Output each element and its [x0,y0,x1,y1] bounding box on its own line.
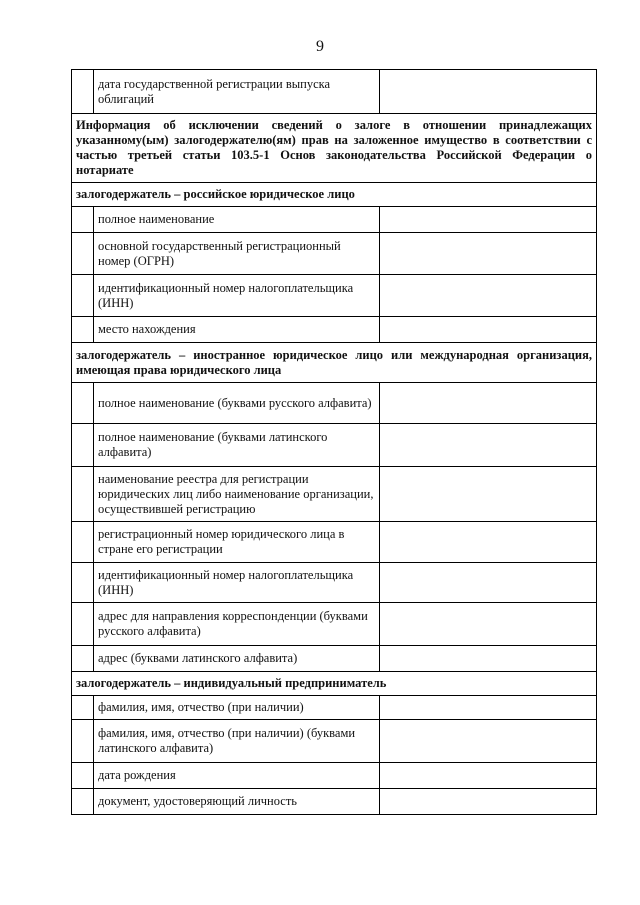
field-row [72,275,597,317]
field-label: регистрационный номер юридического лица в стране его регистрации [94,522,380,563]
field-label: полное наименование (буквами русского алфавита) [94,383,380,424]
indent-cell [72,207,94,233]
field-value [380,317,597,343]
field-row [72,522,597,563]
form-table [71,69,597,815]
indent-cell [72,522,94,563]
field-value [380,789,597,815]
indent-cell [72,70,94,114]
field-value [380,383,597,424]
page-number: 9 [316,38,324,55]
section-header: залогодержатель – индивидуальный предприниматель [72,672,597,696]
field-row [72,696,597,720]
indent-cell [72,763,94,789]
field-value [380,233,597,275]
field-value [380,763,597,789]
field-value [380,275,597,317]
field-label: полное наименование (буквами латинского алфавита) [94,424,380,467]
field-label: место нахождения [94,317,380,343]
section-header: залогодержатель – иностранное юридическое лицо или международная организация, имеющая права юридического лица [72,343,597,383]
field-value [380,207,597,233]
field-value [380,696,597,720]
indent-cell [72,317,94,343]
field-label: фамилия, имя, отчество (при наличии) [94,696,380,720]
section-header-row [72,343,597,383]
field-row [72,720,597,763]
section-header-row [72,114,597,183]
field-value [380,424,597,467]
field-row [72,317,597,343]
field-row [72,603,597,646]
field-label: дата рождения [94,763,380,789]
field-label: идентификационный номер налогоплательщика (ИНН) [94,275,380,317]
indent-cell [72,696,94,720]
section-header-row [72,183,597,207]
field-label: фамилия, имя, отчество (при наличии) (буквами латинского алфавита) [94,720,380,763]
indent-cell [72,467,94,522]
indent-cell [72,233,94,275]
field-row [72,763,597,789]
field-row [72,207,597,233]
field-row [72,563,597,603]
field-value [380,720,597,763]
field-label: адрес (буквами латинского алфавита) [94,646,380,672]
field-row [72,383,597,424]
field-label: полное наименование [94,207,380,233]
indent-cell [72,563,94,603]
field-label: идентификационный номер налогоплательщика (ИНН) [94,563,380,603]
section-header-row [72,672,597,696]
field-row [72,70,597,114]
field-value [380,646,597,672]
field-value [380,467,597,522]
field-row [72,789,597,815]
field-row [72,467,597,522]
section-header: залогодержатель – российское юридическое лицо [72,183,597,207]
field-value [380,603,597,646]
field-row [72,424,597,467]
field-label: наименование реестра для регистрации юридических лиц либо наименование организации, осуществившей регистрацию [94,467,380,522]
indent-cell [72,720,94,763]
field-label: адрес для направления корреспонденции (буквами русского алфавита) [94,603,380,646]
field-label: документ, удостоверяющий личность [94,789,380,815]
indent-cell [72,646,94,672]
field-row [72,233,597,275]
field-value [380,70,597,114]
section-header: Информация об исключении сведений о залоге в отношении принадлежащих указанному(ым) залогодержателю(ям) прав на заложенное имущество в соответствии с частью третьей статьи 103.5-1 Основ законодательства Российской Федерации о нотариате [72,114,597,183]
field-value [380,522,597,563]
indent-cell [72,383,94,424]
indent-cell [72,275,94,317]
indent-cell [72,603,94,646]
field-value [380,563,597,603]
field-row [72,646,597,672]
field-label: дата государственной регистрации выпуска облигаций [94,70,380,114]
indent-cell [72,424,94,467]
field-label: основной государственный регистрационный номер (ОГРН) [94,233,380,275]
indent-cell [72,789,94,815]
